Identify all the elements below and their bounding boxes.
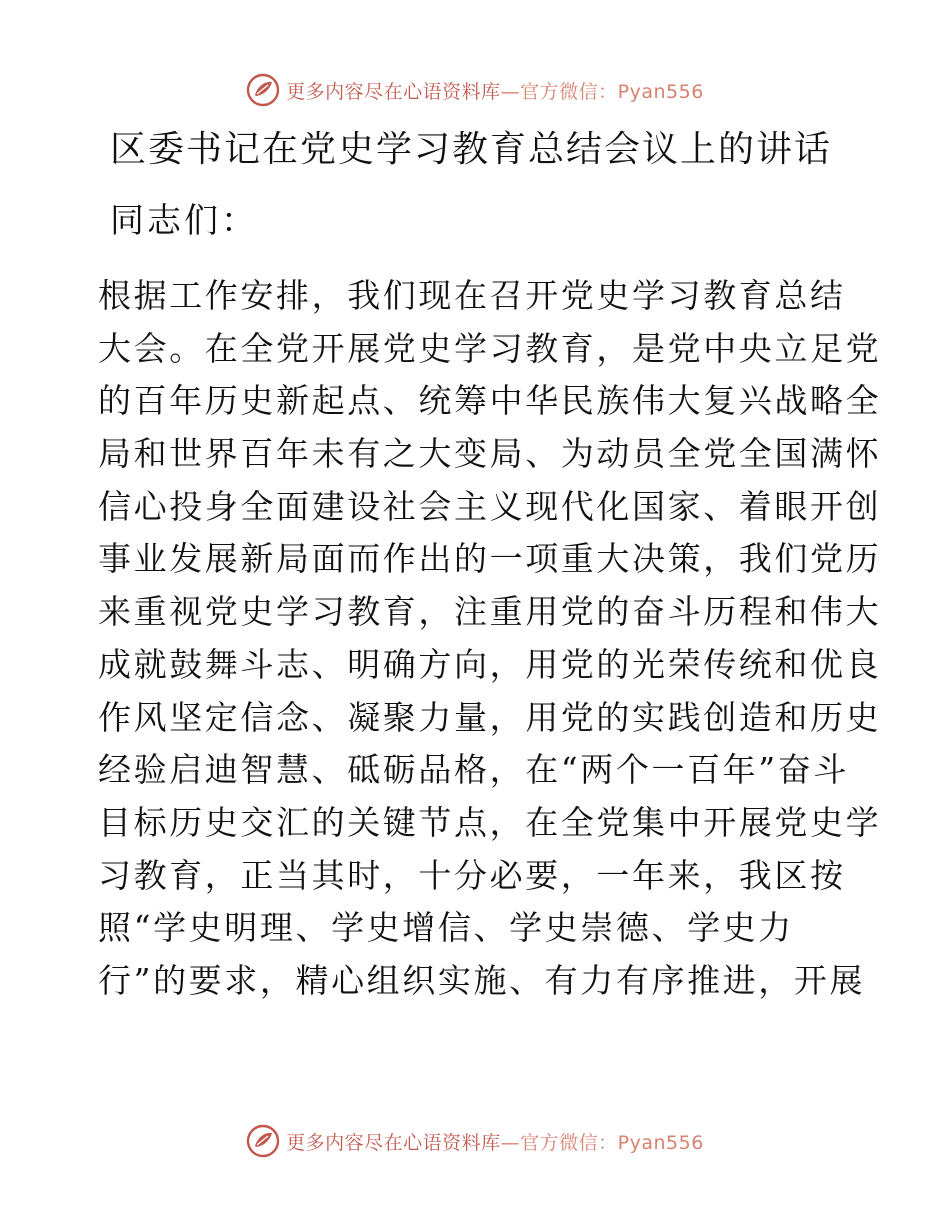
body-line: 根据工作安排，我们现在召开党史学习教育总结 <box>98 276 846 315</box>
watermark-text <box>286 77 704 104</box>
body-line: 照“学史明理、学史增信、学史崇德、学史力 <box>98 908 794 948</box>
body-line: 目标历史交汇的关键节点，在全党集中开展党史学 <box>98 802 882 842</box>
body-line: 来重视党史学习教育，注重用党的奋斗历程和伟大 <box>98 592 882 632</box>
body-paragraph <box>98 270 882 1008</box>
watermark-prefix: 更多内容尽在心语资料库 <box>286 80 501 103</box>
body-line: 大会。在全党开展党史学习教育，是党中央立足党 <box>98 328 882 368</box>
leaf-seal-icon <box>246 73 280 107</box>
body-line: 局和世界百年未有之大变局、为动员全党全国满怀 <box>98 434 882 474</box>
body-line: 信心投身全面建设社会主义现代化国家、着眼开创 <box>98 486 882 526</box>
body-line: 行”的要求，精心组织实施、有力有序推进，开展 <box>98 960 866 1000</box>
header-watermark <box>0 70 950 110</box>
watermark-suffix: —官方微信：Pyan556 <box>500 1131 704 1154</box>
footer-watermark <box>0 1121 950 1161</box>
salutation: 同志们： <box>110 201 258 241</box>
watermark-text <box>286 1128 704 1155</box>
body-line: 经验启迪智慧、砥砺品格，在“两个一百年”奋斗 <box>98 750 849 790</box>
body-line: 的百年历史新起点、统筹中华民族伟大复兴战略全 <box>98 381 882 421</box>
body-line: 事业发展新局面而作出的一项重大决策，我们党历 <box>98 539 882 579</box>
body-line: 习教育，正当其时，十分必要，一年来，我区按 <box>98 855 846 895</box>
watermark-prefix: 更多内容尽在心语资料库 <box>286 1131 501 1154</box>
body-line: 作风坚定信念、凝聚力量，用党的实践创造和历史 <box>98 697 882 737</box>
document-title: 区委书记在党史学习教育总结会议上的讲话 <box>110 129 833 170</box>
body-line: 成就鼓舞斗志、明确方向，用党的光荣传统和优良 <box>98 644 882 684</box>
leaf-seal-icon <box>246 1124 280 1158</box>
watermark-suffix: —官方微信：Pyan556 <box>500 80 704 103</box>
